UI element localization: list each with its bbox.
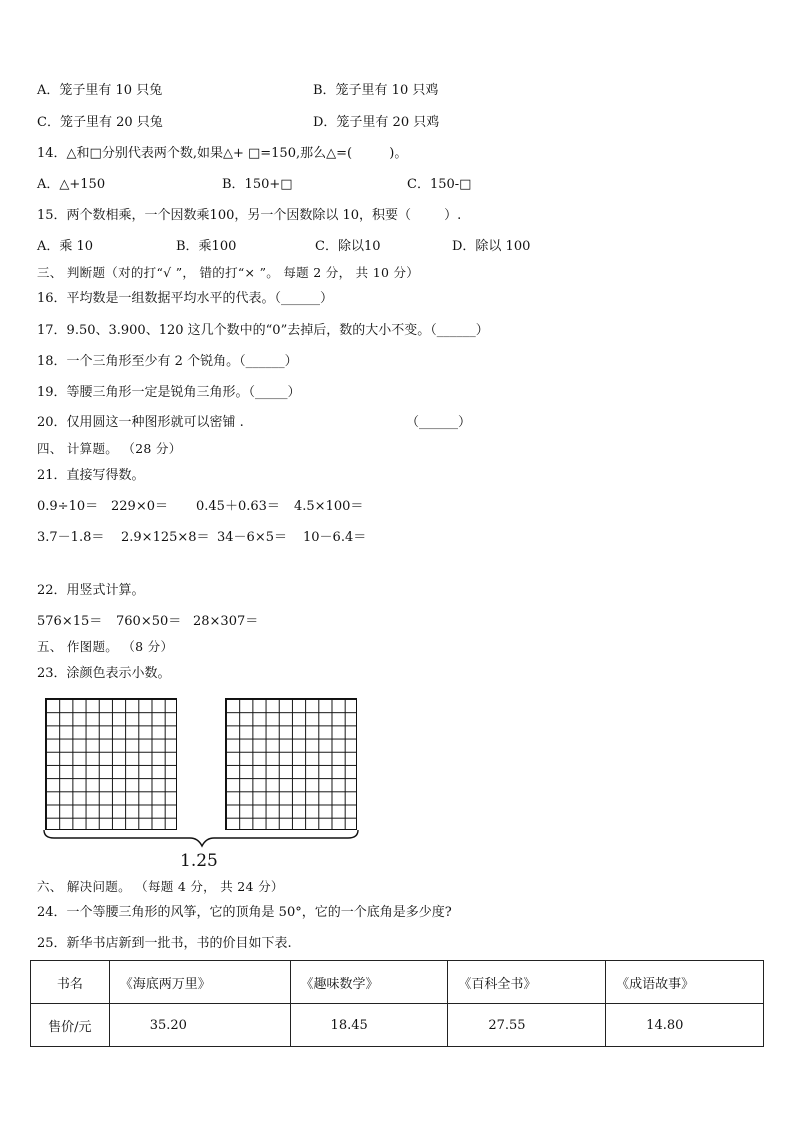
q21-title: 21．直接写得数。 (37, 468, 145, 483)
q21-item: 4.5×100＝ (294, 499, 364, 514)
q14-option-c: C．150-□ (407, 177, 472, 192)
q21-item: 2.9×125×8＝ (121, 530, 210, 545)
section-5-heading: 五、 作图题。 （8 分） (37, 639, 174, 654)
table-cell: 27.55 (448, 1004, 606, 1047)
q21-item: 0.45＋0.63＝ (196, 499, 280, 514)
q21-item: 3.7－1.8＝ (37, 530, 105, 545)
q15-option-a: A．乘 10 (37, 239, 94, 254)
table-header-cell: 《百科全书》 (448, 961, 606, 1004)
table-row (31, 1004, 764, 1047)
table-cell: 14.80 (606, 1004, 764, 1047)
q14-option-b: B．150+□ (222, 177, 293, 192)
q22-item: 576×15＝ (37, 614, 103, 629)
table-cell: 35.20 (109, 1004, 290, 1047)
q13-option-c: C．笼子里有 20 只兔 (37, 115, 163, 130)
q19-statement: 19．等腰三角形一定是锐角三角形。（_____） (37, 385, 301, 400)
section-3-heading: 三、 判断题（对的打“√ ”， 错的打“× ”。 每题 2 分， 共 10 分） (37, 265, 420, 280)
q14-question: 14．△和□分别代表两个数,如果△+ □=150,那么△=( )。 (37, 146, 408, 161)
table-header-cell: 《成语故事》 (606, 961, 764, 1004)
q21-item: 34－6×5＝ (217, 530, 287, 545)
q13-option-b: B．笼子里有 10 只鸡 (313, 83, 439, 98)
q13-option-a: A．笼子里有 10 只兔 (37, 83, 163, 98)
table-header-cell: 《趣味数学》 (290, 961, 448, 1004)
q23-title: 23．涂颜色表示小数。 (37, 666, 171, 681)
q20-statement: 20．仅用圆这一种图形就可以密铺 . (37, 415, 244, 430)
table-header-cell: 书名 (31, 961, 110, 1004)
section-4-heading: 四、 计算题。 （28 分） (37, 441, 182, 456)
section-6-heading: 六、 解决问题。 （每题 4 分， 共 24 分） (37, 879, 284, 894)
hundred-grid-left[interactable] (45, 698, 177, 830)
brace (40, 828, 365, 852)
table-cell: 18.45 (290, 1004, 448, 1047)
q16-statement: 16．平均数是一组数据平均水平的代表。（______） (37, 291, 334, 306)
q15-question: 15．两个数相乘，一个因数乘100，另一个因数除以 10，积要（ ）. (37, 208, 462, 223)
q21-item: 0.9÷10＝ (37, 499, 99, 514)
q15-option-b: B．乘100 (176, 239, 237, 254)
q22-title: 22．用竖式计算。 (37, 583, 145, 598)
q13-option-d: D．笼子里有 20 只鸡 (313, 115, 440, 130)
q14-option-a: A．△+150 (37, 177, 106, 192)
table-header-cell: 《海底两万里》 (109, 961, 290, 1004)
q22-item: 28×307＝ (193, 614, 259, 629)
q25-question: 25．新华书店新到一批书，书的价目如下表. (37, 936, 292, 951)
q21-item: 229×0＝ (111, 499, 168, 514)
q22-item: 760×50＝ (116, 614, 182, 629)
q18-statement: 18．一个三角形至少有 2 个锐角。（______） (37, 354, 298, 369)
q24-question: 24．一个等腰三角形的风筝，它的顶角是 50°，它的一个底角是多少度? (37, 905, 452, 920)
q15-option-c: C．除以10 (315, 239, 381, 254)
q21-item: 10－6.4＝ (303, 530, 367, 545)
q20-answer-blank: （______） (406, 415, 472, 430)
hundred-grid-right[interactable] (225, 698, 357, 830)
q15-option-d: D．除以 100 (452, 239, 531, 254)
price-table (30, 960, 764, 1047)
table-cell: 售价/元 (31, 1004, 110, 1047)
q17-statement: 17．9.50、3.900、120 这几个数中的“0”去掉后，数的大小不变。（______） (37, 323, 489, 338)
table-row (31, 961, 764, 1004)
decimal-label: 1.25 (180, 851, 218, 871)
